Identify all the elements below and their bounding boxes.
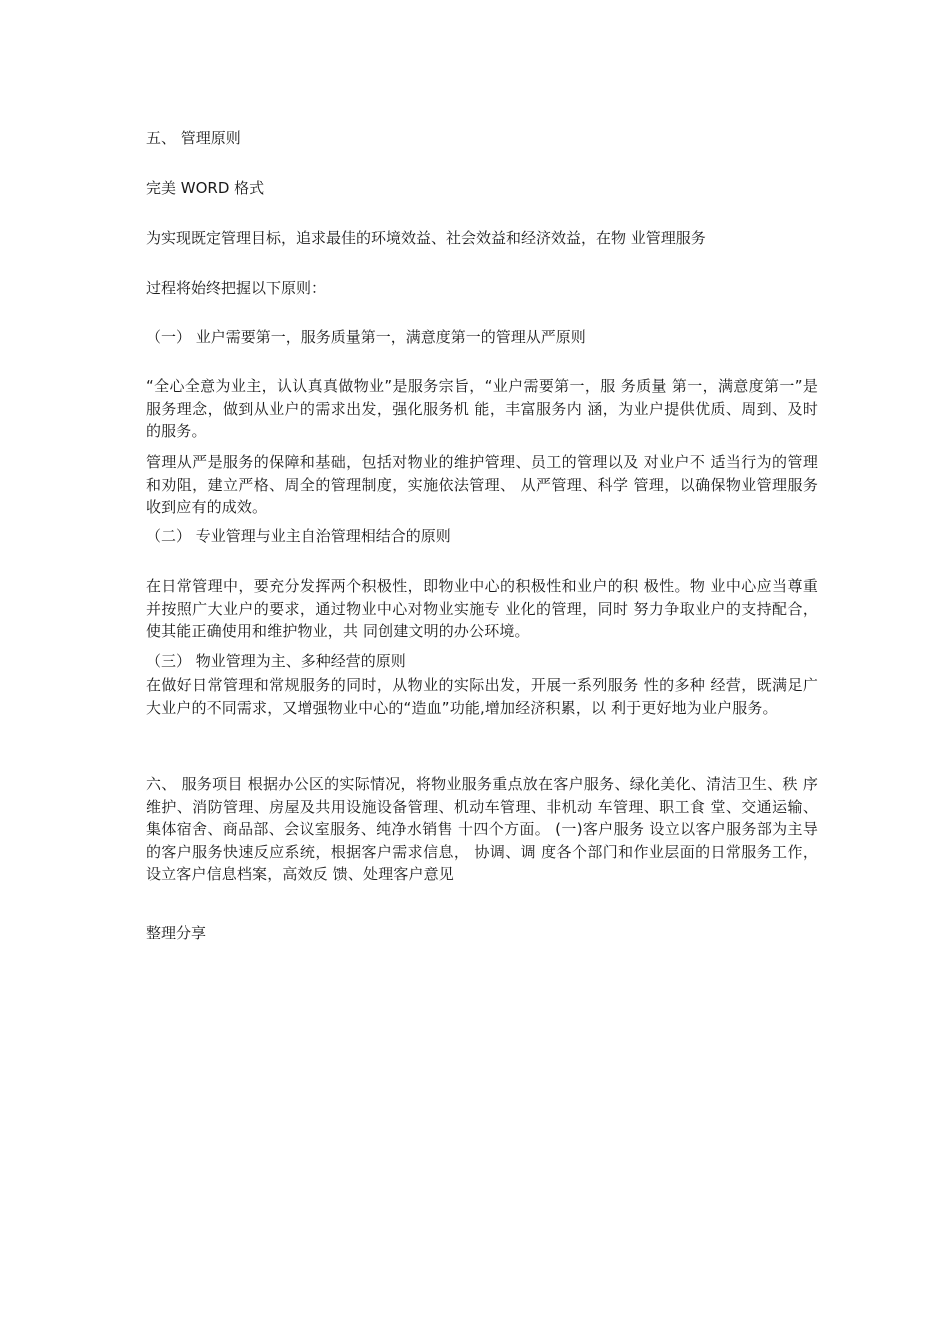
principle-3-paragraph: 在做好日常管理和常规服务的同时，从物业的实际出发，开展一系列服务 性的多种 经营，既满足广大业户的不同需求，又增强物业中心的“造血”功能,增加经济积累，以 利于更好地为业户服务。: [146, 676, 818, 717]
principle-3-title: （三） 物业管理为主、多种经营的原则: [146, 652, 406, 670]
principle-1-title: （一） 业户需要第一，服务质量第一，满意度第一的管理从严原则: [146, 328, 586, 346]
section-heading-five: 五、 管理原则: [146, 129, 241, 147]
section-six-paragraph: 六、 服务项目 根据办公区的实际情况，将物业服务重点放在客户服务、绿化美化、清洁卫生、秩 序维护、消防管理、房屋及共用设施设备管理、机动车管理、非机动 车管理、职工食 堂、交通运输、集体宿舍、商品部、会议室服务、纯净水销售 十四个方面。 (一)客户服务 设立以客户服务部为主导的客户服务快速反应系统，根据客户需求信息， 协调、调 度各个部门和作业层面的日常服务工作，设立客户信息档案，高效反 馈、处理客户意见: [146, 775, 819, 883]
principle-2-paragraph: 在日常管理中，要充分发挥两个积极性，即物业中心的积极性和业户的积 极性。物 业中心应当尊重并按照广大业户的要求，通过物业中心对物业实施专 业化的管理，同时 努力争取业户的支持配合，使其能正确使用和维护物业，共 同创建文明的办公环境。: [146, 577, 818, 640]
intro-line-2: 过程将始终把握以下原则：: [146, 279, 327, 297]
footer-note: 整理分享: [146, 924, 207, 942]
format-note: 完美 WORD 格式: [146, 179, 265, 197]
principle-2-title: （二） 专业管理与业主自治管理相结合的原则: [146, 527, 451, 545]
principle-1-paragraph-2: 管理从严是服务的保障和基础，包括对物业的维护管理、员工的管理以及 对业户不 适当行为的管理和劝阻，建立严格、周全的管理制度，实施依法管理、 从严管理、科学 管理，以确保物业管理服务收到应有的成效。: [146, 453, 818, 516]
intro-line-1: 为实现既定管理目标，追求最佳的环境效益、社会效益和经济效益，在物 业管理服务: [146, 229, 706, 247]
principle-1-paragraph-1: “全心全意为业主，认认真真做物业”是服务宗旨，“业户需要第一，服 务质量 第一，满意度第一”是服务理念，做到从业户的需求出发，强化服务机 能，丰富服务内 涵，为业户提供优质、周到、及时的服务。: [146, 377, 818, 440]
